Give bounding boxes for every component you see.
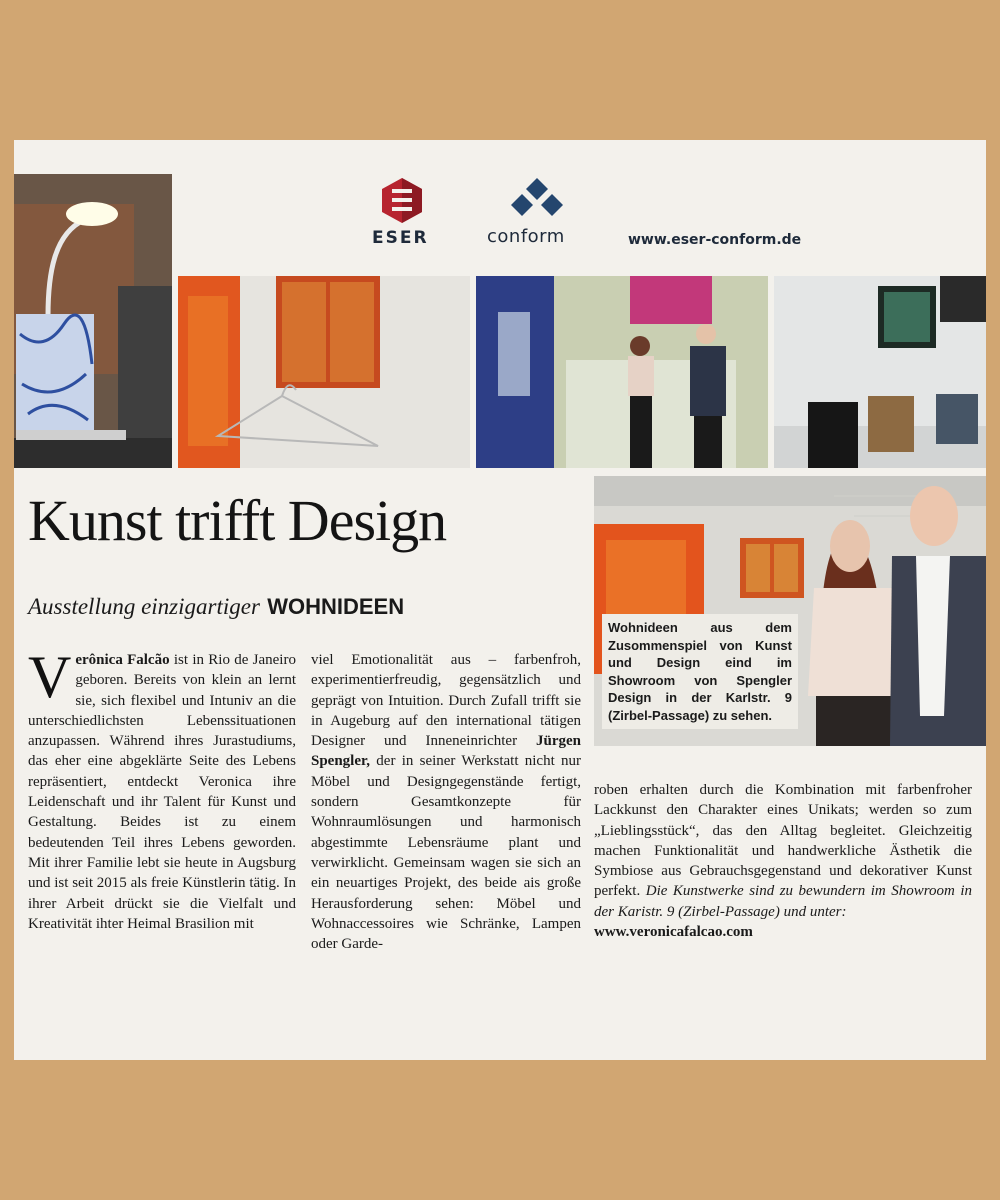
eser-logo — [372, 176, 442, 248]
article-headline: Kunst trifft Design — [28, 488, 447, 553]
column-2-text-b: der in seiner Werkstatt nicht nur Möbel und Designgegenstände fertigt, sondern Gesamtkonzepte für Wohnraumlösungen und harmonisch abgestimmte Lebensräume plant und verwirklicht. Gemeinsam wagen sie sich an ein neuartiges Projekt, des beide ais große Herausforderung sehen: Möbel und Wohnaccessoires wie Schränke, Lampen oder Garde- — [311, 753, 581, 953]
column-1-text: ist in Rio de Janeiro geboren. Bereits von klein an lernt sie, sich flexibel und Intuniv an die unterschiedlichsten Lebenssituationen anzupassen. Während ihres Jurastudiums, das eher eine abgeklärte Seite des Lebens repräsentiert, entdeckt Veronica ihre Leidenschaft und ihr Talent für Kunst und Gestaltung. Beides ist zu einem bedeutenden Teil ihres Lebens geworden. Mit ihrer Familie lebt sie heute in Augsburg und ist seit 2015 als freie Künstlerin tätig. In ihrer Arbeit drückt sie die Vielfalt und Kreativität ihter Heimal Brasilion mit — [28, 652, 296, 932]
article-column-3 — [594, 780, 972, 942]
subhead-italic: Ausstellung einzigartiger — [28, 594, 260, 619]
photo-furniture-boxes — [774, 276, 986, 468]
column-3-italic: Die Kunstwerke sind zu bewundern im Showroom in der Karistr. 9 (Zirbel-Passage) und unter: — [594, 883, 972, 920]
photo-lamp — [14, 174, 172, 468]
article-subhead — [28, 594, 404, 620]
photo-artists-standing — [476, 276, 768, 468]
conform-logo-text: conform — [487, 226, 565, 247]
conform-logo — [484, 176, 594, 248]
column-2-paragraph — [311, 650, 581, 954]
eser-logo-text: ESER — [372, 228, 429, 248]
column-1-paragraph — [28, 644, 296, 934]
author-name: erônica Falcão — [75, 652, 170, 668]
conform-logo-mark-icon — [504, 176, 570, 222]
eser-website: www.eser-conform.de — [628, 232, 802, 248]
photo-caption: Wohnideen aus dem Zusommenspiel von Kunst und Design eind im Showroom von Spengler Design in der Karlstr. 9 (Zirbel-Passage) zu sehen. — [602, 614, 798, 729]
artist-website-link[interactable]: www.veronicafalcao.com — [594, 924, 753, 941]
column-2-text-a: viel Emotionalität aus – farbenfroh, experimentierfreudig, gegensätzlich und geprägt von Intuition. Durch Zufall trifft sie in Augeburg auf den international tätigen Designer und Inneneinrichter — [311, 652, 581, 750]
article-column-1 — [28, 644, 296, 934]
drop-cap: V — [28, 644, 72, 710]
subhead-caps: WOHNIDEEN — [267, 594, 405, 619]
designer-name: Jürgen Spengler, — [311, 733, 581, 770]
photo-art-hanger — [178, 276, 470, 468]
photo-main-portrait — [594, 476, 986, 746]
newspaper-clipping — [14, 140, 986, 1060]
column-3-paragraph — [594, 780, 972, 942]
eser-logo-mark-icon — [380, 176, 424, 224]
column-3-text: roben erhalten durch die Kombination mit farbenfroher Lackkunst den Charakter eines Unikats; werden so zum „Lieblingsstück“, das den Alltag begleitet. Gleichzeitig machen Funktionalität und handwerkliche Ästhetik die Symbiose aus Gebrauchsgegenstand und dekorativer Kunst perfekt. — [594, 782, 972, 900]
article-column-2 — [311, 650, 581, 954]
